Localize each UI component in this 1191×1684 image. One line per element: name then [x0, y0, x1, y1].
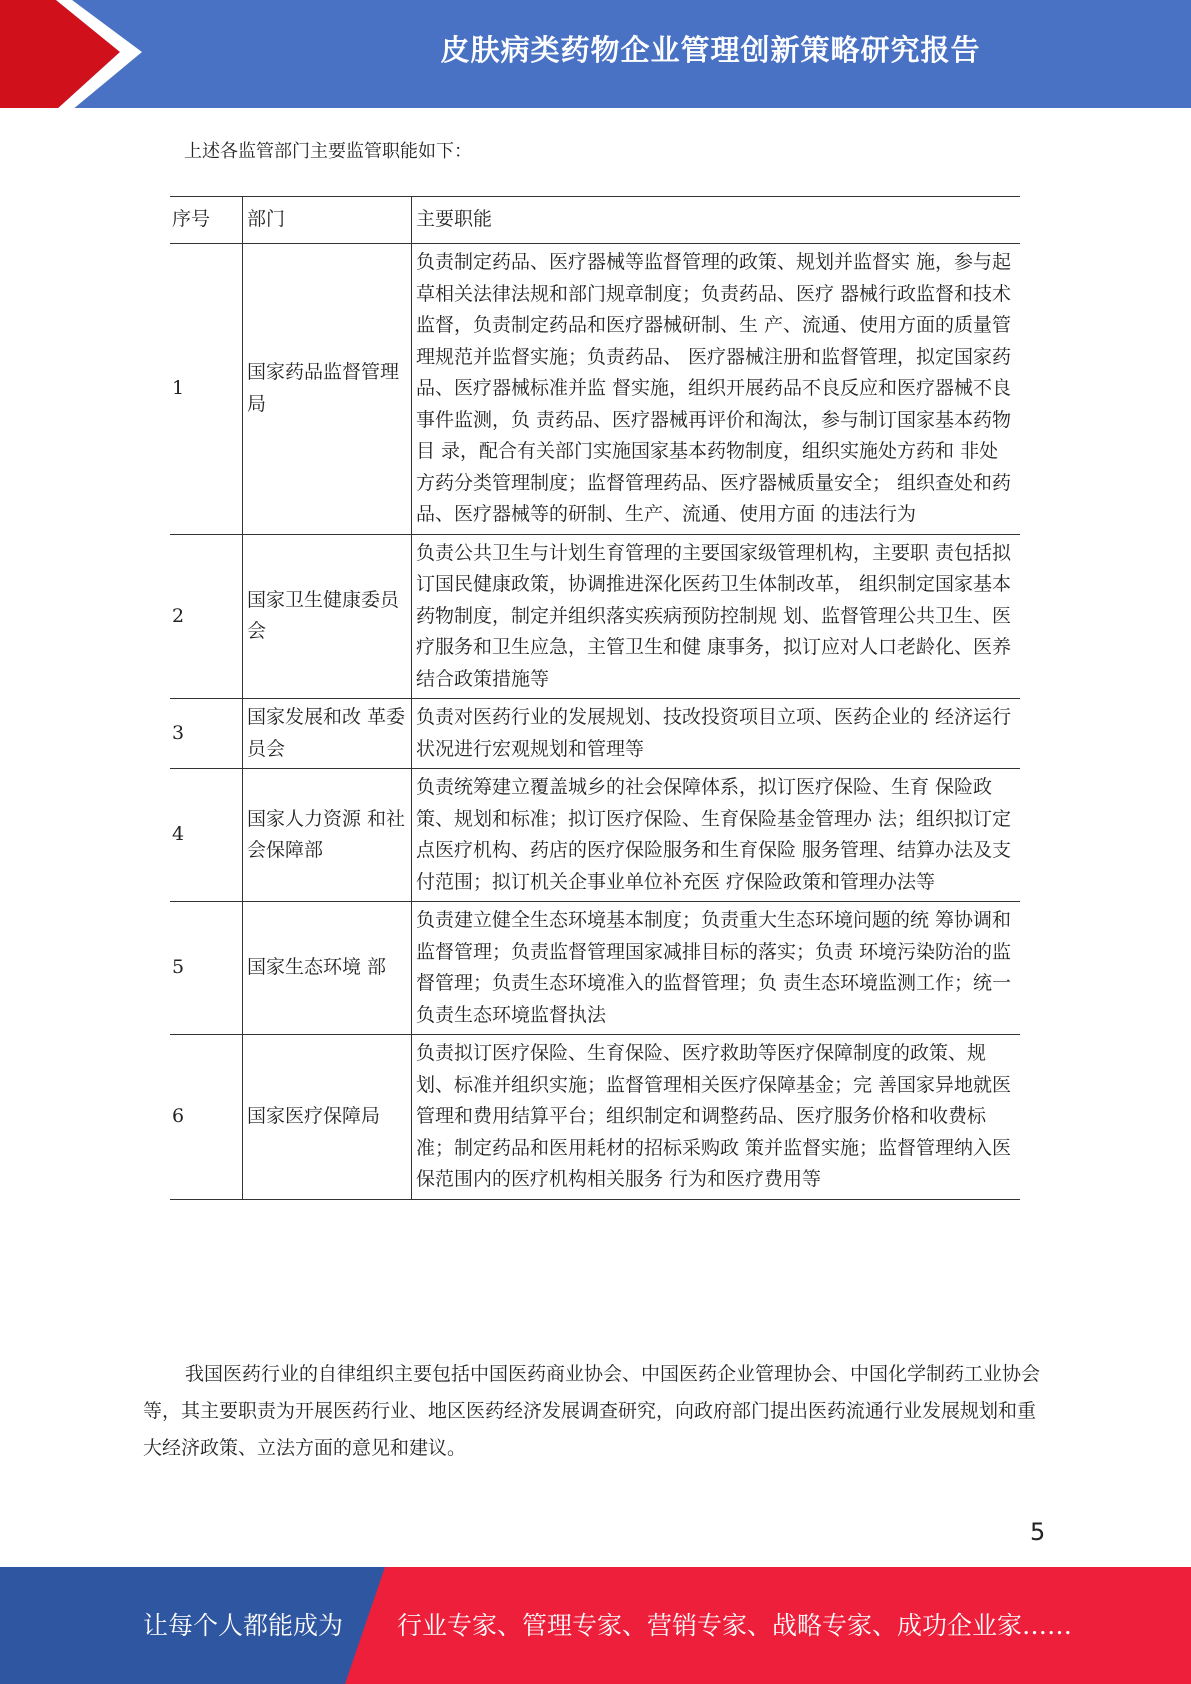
row-number: 3	[170, 699, 243, 769]
row-duties: 负责公共卫生与计划生育管理的主要国家级管理机构，主要职 责包括拟订国民健康政策，协调推进深化医药卫生体制改革， 组织制定国家基本药物制度，制定并组织落实疾病预防控制规 划、监督管理公共卫生、医疗服务和卫生应急，主管卫生和健 康事务，拟订应对人口老龄化、医养结合政策措施等	[412, 534, 1021, 699]
table-row	[170, 244, 1020, 535]
document-title: 皮肤病类药物企业管理创新策略研究报告	[440, 33, 981, 67]
table-row	[170, 1035, 1020, 1200]
page-header	[0, 0, 1191, 110]
row-department: 国家发展和改 革委员会	[243, 699, 412, 769]
page-number: 5	[1030, 1518, 1046, 1546]
row-department: 国家医疗保障局	[243, 1035, 412, 1200]
row-duties: 负责制定药品、医疗器械等监督管理的政策、规划并监督实 施，参与起草相关法律法规和部门规章制度；负责药品、医疗 器械行政监督和技术监督，负责制定药品和医疗器械研制、生 产、流通、使用方面的质量管理规范并监督实施；负责药品、 医疗器械注册和监督管理，拟定国家药品、医疗器械标准并监 督实施，组织开展药品不良反应和医疗器械不良事件监测，负 责药品、医疗器械再评价和淘汰，参与制订国家基本药物目 录，配合有关部门实施国家基本药物制度，组织实施处方药和 非处方药分类管理制度；监督管理药品、医疗器械质量安全； 组织查处和药品、医疗器械等的研制、生产、流通、使用方面 的违法行为	[412, 244, 1021, 535]
intro-text: 上述各监管部门主要监管职能如下：	[184, 141, 472, 162]
row-number: 2	[170, 534, 243, 699]
body-paragraph: 我国医药行业的自律组织主要包括中国医药商业协会、中国医药企业管理协会、中国化学制药工业协会等，其主要职责为开展医药行业、地区医药经济发展调查研究，向政府部门提出医药流通行业发展规划和重大经济政策、立法方面的意见和建议。	[143, 1363, 1041, 1459]
header-duty: 主要职能	[412, 197, 1021, 244]
row-department: 国家人力资源 和社会保障部	[243, 769, 412, 902]
header-divider	[0, 108, 1191, 110]
footer-slogan-right: 行业专家、管理专家、营销专家、战略专家、成功企业家……	[397, 1611, 1073, 1640]
row-number: 1	[170, 244, 243, 535]
row-duties: 负责拟订医疗保险、生育保险、医疗救助等医疗保障制度的政策、规划、标准并组织实施；监督管理相关医疗保障基金；完 善国家异地就医管理和费用结算平台；组织制定和调整药品、医疗服务价格和收费标准；制定药品和医用耗材的招标采购政 策并监督实施；监督管理纳入医保范围内的医疗机构相关服务 行为和医疗费用等	[412, 1035, 1021, 1200]
regulatory-duties-table	[170, 196, 1020, 1200]
row-number: 6	[170, 1035, 243, 1200]
table-row	[170, 902, 1020, 1035]
table-header-row	[170, 197, 1020, 244]
table-row	[170, 699, 1020, 769]
row-department: 国家卫生健康委员会	[243, 534, 412, 699]
table-row	[170, 769, 1020, 902]
footer-slogan-left: 让每个人都能成为	[143, 1611, 344, 1640]
page-footer	[0, 1567, 1191, 1684]
row-duties: 负责统筹建立覆盖城乡的社会保障体系，拟订医疗保险、生育 保险政策、规划和标准；拟订医疗保险、生育保险基金管理办 法；组织拟订定点医疗机构、药店的医疗保险服务和生育保险 服务管理、结算办法及支付范围；拟订机关企事业单位补充医 疗保险政策和管理办法等	[412, 769, 1021, 902]
table-row	[170, 534, 1020, 699]
row-department: 国家药品监督管理局	[243, 244, 412, 535]
header-no: 序号	[170, 197, 243, 244]
header-chevron-decoration	[0, 0, 160, 110]
row-number: 4	[170, 769, 243, 902]
row-duties: 负责建立健全生态环境基本制度；负责重大生态环境问题的统 筹协调和监督管理；负责监督管理国家减排目标的落实；负责 环境污染防治的监督管理；负责生态环境准入的监督管理；负 责生态环境监测工作；统一负责生态环境监督执法	[412, 902, 1021, 1035]
header-dept: 部门	[243, 197, 412, 244]
row-duties: 负责对医药行业的发展规划、技改投资项目立项、医药企业的 经济运行状况进行宏观规划和管理等	[412, 699, 1021, 769]
row-number: 5	[170, 902, 243, 1035]
row-department: 国家生态环境 部	[243, 902, 412, 1035]
